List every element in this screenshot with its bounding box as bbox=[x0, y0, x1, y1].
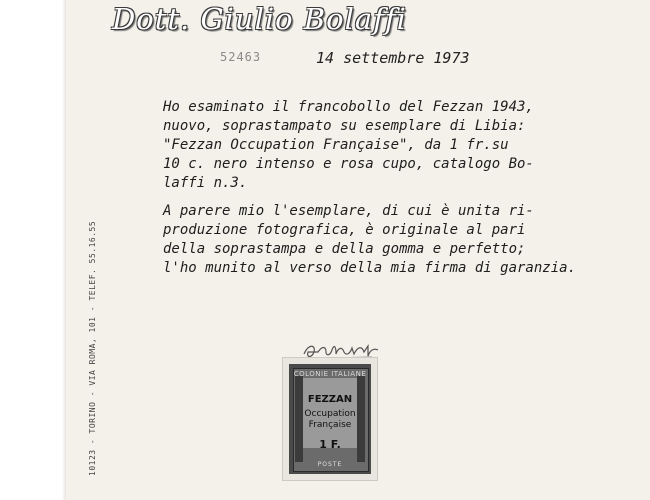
stamp-overprint-fezzan: FEZZAN bbox=[307, 394, 353, 405]
stamp-bottom-text: POSTE bbox=[317, 461, 343, 468]
stamp-overprint-occupation: Occupation bbox=[304, 409, 356, 419]
body-line: "Fezzan Occupation Française", da 1 fr.su bbox=[163, 137, 509, 153]
side-address-imprint: 10123 - TORINO - VIA ROMA, 101 - TELEF. 55.16.55 bbox=[88, 220, 97, 476]
body-line: A parere mio l'esemplare, di cui è unita ri- bbox=[163, 203, 534, 219]
stamp-surcharge-value: 1 F. bbox=[319, 438, 341, 451]
certificate-number: 52463 bbox=[220, 50, 262, 64]
body-line: l'ho munito al verso della mia firma di garanzia. bbox=[163, 260, 577, 276]
body-line: produzione fotografica, è originale al pari bbox=[163, 222, 526, 238]
stamp-top-text: COLONIE ITALIANE bbox=[293, 370, 367, 378]
body-line: della soprastampa e della gomma e perfetto; bbox=[163, 241, 526, 257]
body-line: 10 c. nero intenso e rosa cupo, catalogo Bo- bbox=[163, 156, 534, 172]
body-line: Ho esaminato il francobollo del Fezzan 1943, bbox=[163, 99, 534, 115]
stamp-image bbox=[289, 364, 371, 474]
postage-stamp bbox=[283, 358, 377, 480]
certificate-date: 14 settembre 1973 bbox=[316, 49, 470, 67]
body-line: nuovo, soprastampato su esemplare di Libia: bbox=[163, 118, 526, 134]
body-line: laffi n.3. bbox=[163, 175, 248, 191]
letterhead-name: Dott. Giulio Bolaffi bbox=[112, 2, 407, 36]
stamp-overprint-francaise: Française bbox=[308, 420, 352, 430]
certificate-body bbox=[163, 98, 603, 278]
